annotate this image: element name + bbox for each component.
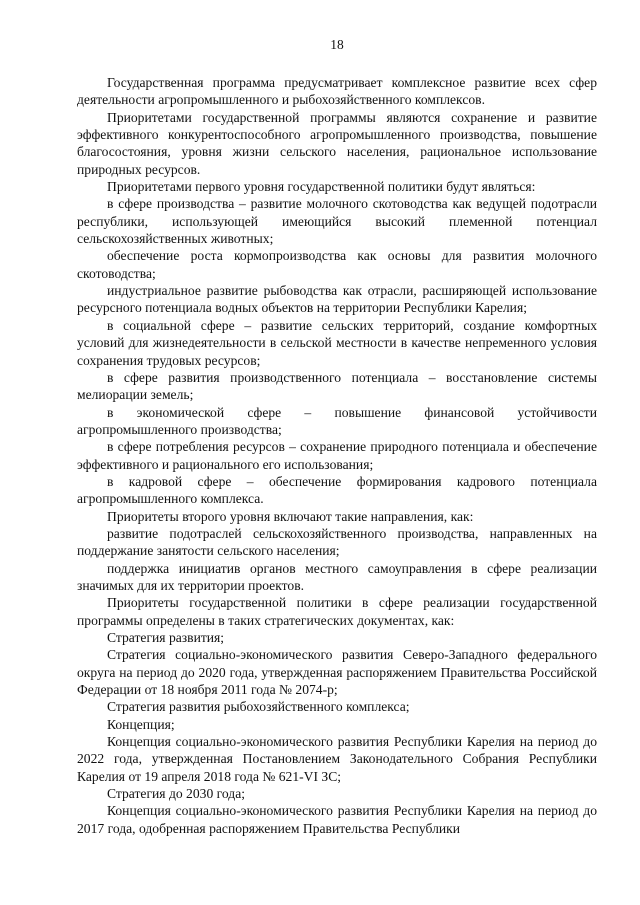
paragraph-15: Приоритеты государственной политики в сфере реализации государственной программы определены в таких стратегических документах, как: xyxy=(77,595,597,628)
paragraph-13: развитие подотраслей сельскохозяйственного производства, направленных на поддержание занятости сельского населения; xyxy=(77,525,597,559)
paragraph-17: Стратегия социально-экономического развития Северо-Западного федерального округа на период до 2020 года, утвержденная распоряжением Правительства Российской Федерации от 18 ноября 2011 года № 2074-р; xyxy=(77,647,597,698)
paragraph-8: в сфере развития производственного потенциала – восстановление системы мелиорации земель; xyxy=(77,369,597,403)
paragraph-12: Приоритеты второго уровня включают такие направления, как: xyxy=(107,508,474,524)
paragraph-3: Приоритетами первого уровня государственной политики будут являться: xyxy=(107,179,536,195)
paragraph-11: в кадровой сфере – обеспечение формирования кадрового потенциала агропромышленного комплекса. xyxy=(77,473,597,507)
paragraph-22: Концепция социально-экономического развития Республики Карелия на период до 2017 года, одобренная распоряжением Правительства Республики xyxy=(77,803,597,836)
paragraph-14: поддержка инициатив органов местного самоуправления в сфере реализации значимых для их территории проектов. xyxy=(77,560,597,593)
paragraph-4: в сфере производства – развитие молочного скотоводства как ведущей подотрасли республики, использующей имеющийся высокий племенной потенциал сельскохозяйственных животных; xyxy=(77,196,597,247)
paragraph-7: в социальной сфере – развитие сельских территорий, создание комфортных условий для жизнедеятельности в сельской местности в качестве непременного условия сохранения трудовых ресурсов; xyxy=(77,317,597,368)
paragraph-6: индустриальное развитие рыбоводства как отрасли, расширяющей использование ресурсного потенциала водных объектов на территории Республики Карелия; xyxy=(77,283,597,316)
paragraph-19: Концепция; xyxy=(107,716,175,732)
paragraph-16: Стратегия развития; xyxy=(107,630,225,645)
paragraph-1: Государственная программа предусматривает комплексное развитие всех сфер деятельности агропромышленного и рыбохозяйственного комплексов. xyxy=(77,75,597,108)
paragraph-20: Концепция социально-экономического развития Республики Карелия на период до 2022 года, утвержденная Постановлением Законодательного Собрания Республики Карелия от 19 апреля 2018 года № 621-VI ЗС; xyxy=(77,734,597,784)
paragraph-9: в экономической сфере – повышение финансовой устойчивости агропромышленного производства; xyxy=(77,404,597,437)
paragraph-21: Стратегия до 2030 года; xyxy=(107,786,246,802)
document-page xyxy=(77,0,597,905)
page-number: 18 xyxy=(330,37,344,52)
paragraph-2: Приоритетами государственной программы являются сохранение и развитие эффективного конкурентоспособного агропромышленного производства, повышение благосостояния, уровня жизни сельского населения, рациональное использование природных ресурсов. xyxy=(77,109,597,177)
body-text xyxy=(77,74,597,837)
paragraph-5: обеспечение роста кормопроизводства как основы для развития молочного скотоводства; xyxy=(77,248,597,281)
paragraph-10: в сфере потребления ресурсов – сохранение природного потенциала и обеспечение эффективного и рационального его использования; xyxy=(77,439,597,472)
paragraph-18: Стратегия развития рыбохозяйственного комплекса; xyxy=(107,699,410,715)
